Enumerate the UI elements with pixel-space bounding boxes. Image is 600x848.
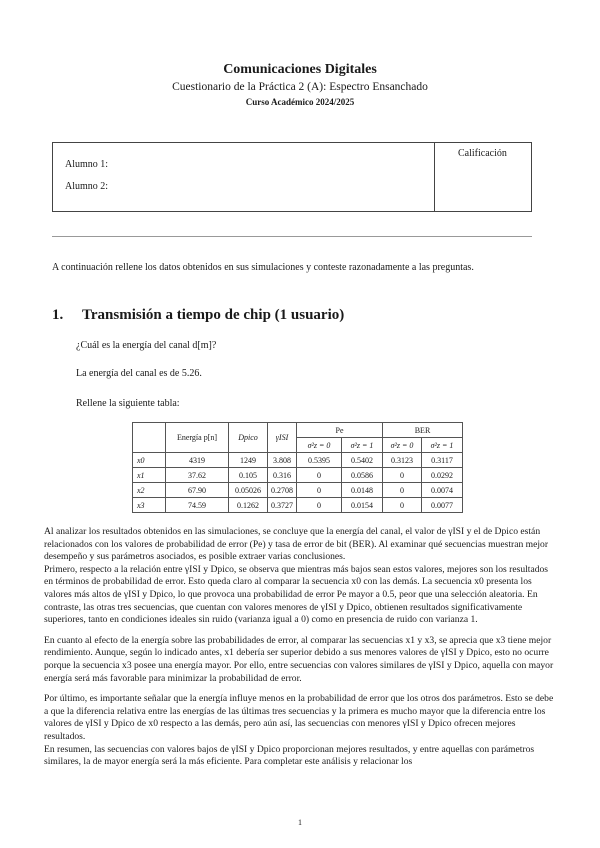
cell-pe1: 0.0148	[342, 483, 383, 498]
cell-pe1: 0.0154	[342, 498, 383, 513]
answer-channel-energy: La energía del canal es de 5.26.	[76, 368, 202, 379]
table-row	[133, 483, 463, 498]
header-gisi: γISI	[268, 423, 297, 453]
paragraph: Primero, respecto a la relación entre γISI y Dpico, se observa que mientras más bajos sean estos valores, mejores son los resultados en términos de probabilidad de error. Esto queda claro al comparar la secuencia x0 con las demás. La secuencia x0 presenta los valores más altos de γISI y Dpico, lo que provoca una probabilidad de error Pe mayor a 0.5, peor que una selección aleatoria. En contraste, las otras tres secuencias, que cuentan con valores menores de γISI y Dpico, obtienen resultados significativamente superiores, tanto en condiciones ideales sin ruido (varianza igual a 0) como en presencia de ruido con varianza 1.	[44, 563, 549, 626]
cell-pe0: 0.5395	[297, 453, 342, 468]
header-energy: Energía p[n]	[166, 423, 229, 453]
cell-pe0: 0	[297, 483, 342, 498]
cell-ber0: 0	[383, 483, 422, 498]
academic-year: Curso Académico 2024/2025	[245, 97, 355, 107]
section-heading	[52, 307, 344, 324]
cell-dpico: 0.05026	[229, 483, 268, 498]
cell-pe0: 0	[297, 468, 342, 483]
page-number: 1	[298, 818, 302, 827]
question-channel-energy: ¿Cuál es la energía del canal d[m]?	[76, 340, 217, 351]
cell-energy: 74.59	[166, 498, 229, 513]
cell-ber0: 0.3123	[383, 453, 422, 468]
grade-label: Calificación	[458, 148, 507, 159]
paragraph: Al analizar los resultados obtenidos en las simulaciones, se concluye que la energía del canal, el valor de γISI y el de Dpico están relacionados con los valores de probabilidad de error (Pe) y tasa de error de bit (BER). Al examinar qué secuencias muestran mejor desempeño y sus parámetros asociados, es posible extraer varias conclusiones.	[44, 526, 549, 563]
paragraph: En resumen, las secuencias con valores bajos de γISI y Dpico proporcionan mejores resultados, y entre aquellas con parámetros similares, la de mayor energía será la más eficiente. Para completar este análisis y relacionar los	[44, 743, 535, 768]
table-instruction: Rellene la siguiente tabla:	[76, 398, 180, 409]
row-label: x2	[133, 483, 166, 498]
box-divider	[434, 143, 435, 211]
cell-energy: 37.62	[166, 468, 229, 483]
header-pe-s0: σ²z = 0	[297, 438, 342, 453]
paragraph: Por último, es importante señalar que la energía influye menos en la probabilidad de error que los otros dos parámetros. Esto se debe a que la diferencia relativa entre las energías de las últimas tres secuencias y la primera es mucho mayor que la diferencia entre los valores de γISI y Dpico de x0 respecto a las demás, pero aún así, las secuencias con menores γISI y Dpico ofrecen mejores resultados.	[44, 693, 554, 742]
table-row	[133, 453, 463, 468]
section-number: 1.	[52, 307, 64, 323]
cell-ber1: 0.0074	[422, 483, 463, 498]
cell-energy: 67.90	[166, 483, 229, 498]
header-ber-s1: σ²z = 1	[422, 438, 463, 453]
separator-line	[52, 236, 532, 237]
cell-dpico: 1249	[229, 453, 268, 468]
results-table	[132, 422, 463, 513]
alumno1-label: Alumno 1:	[65, 159, 109, 170]
alumno2-label: Alumno 2:	[65, 181, 109, 192]
cell-energy: 4319	[166, 453, 229, 468]
cell-gisi: 0.3727	[268, 498, 297, 513]
analysis-text	[44, 526, 558, 769]
cell-dpico: 0.105	[229, 468, 268, 483]
cell-pe0: 0	[297, 498, 342, 513]
course-title: Comunicaciones Digitales	[223, 62, 377, 77]
intro-text: A continuación rellene los datos obtenidos en sus simulaciones y conteste razonadamente a las preguntas.	[52, 262, 474, 273]
section-title: Transmisión a tiempo de chip (1 usuario)	[82, 307, 345, 323]
paragraph: En cuanto al efecto de la energía sobre las probabilidades de error, al comparar las secuencias x1 y x3, se aprecia que x3 tiene mejor rendimiento. Aunque, según lo indicado antes, x1 debería ser superior debido a sus menores valores de γISI y Dpico, esto no ocurre porque la secuencia x3 posee una energía mayor. Por ello, entre secuencias con valores similares de γISI y Dpico, aquella con mayor energía será más favorable para minimizar la probabilidad de error.	[44, 634, 554, 684]
cell-ber1: 0.3117	[422, 453, 463, 468]
row-label: x1	[133, 468, 166, 483]
header-ber-s0: σ²z = 0	[383, 438, 422, 453]
cell-ber1: 0.0077	[422, 498, 463, 513]
cell-ber1: 0.0292	[422, 468, 463, 483]
row-label: x0	[133, 453, 166, 468]
practice-subtitle: Cuestionario de la Práctica 2 (A): Espectro Ensanchado	[172, 81, 428, 93]
cell-pe1: 0.5402	[342, 453, 383, 468]
table-row	[133, 498, 463, 513]
student-info-box	[52, 142, 532, 212]
cell-pe1: 0.0586	[342, 468, 383, 483]
header-pe-s1: σ²z = 1	[342, 438, 383, 453]
cell-gisi: 0.2708	[268, 483, 297, 498]
corner-cell	[133, 423, 166, 453]
table-row	[133, 468, 463, 483]
cell-dpico: 0.1262	[229, 498, 268, 513]
header-ber: BER	[383, 423, 463, 438]
cell-ber0: 0	[383, 498, 422, 513]
row-label: x3	[133, 498, 166, 513]
header-dpico: Dpico	[229, 423, 268, 453]
cell-gisi: 3.808	[268, 453, 297, 468]
header-pe: Pe	[297, 423, 383, 438]
cell-gisi: 0.316	[268, 468, 297, 483]
cell-ber0: 0	[383, 468, 422, 483]
